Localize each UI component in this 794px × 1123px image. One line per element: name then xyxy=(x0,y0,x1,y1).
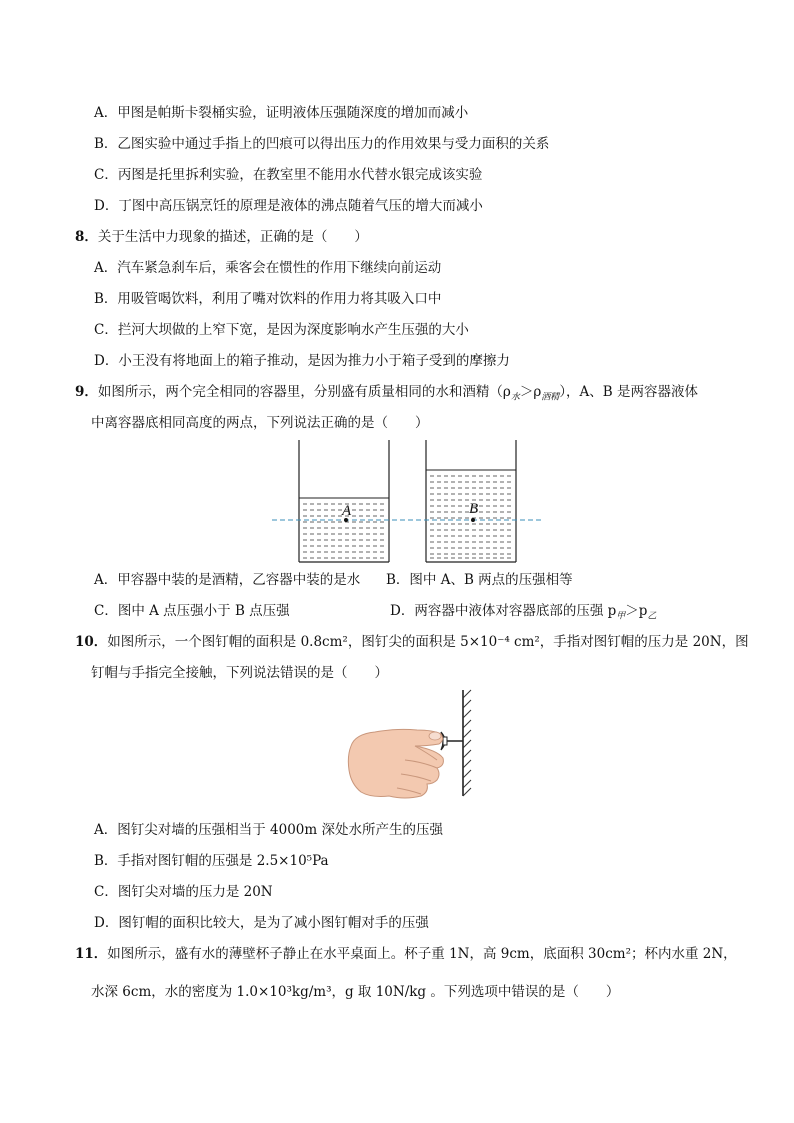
q8-stem xyxy=(75,227,368,247)
q10-thumbtack-figure xyxy=(345,688,480,812)
q9-option-c: C．图中 A 点压强小于 B 点压强 xyxy=(94,603,290,619)
q9-sub-alcohol: 酒精 xyxy=(541,392,560,403)
q9-containers-figure xyxy=(268,438,548,564)
q9-sub-water: 水 xyxy=(510,392,520,403)
q8-option-b: B．用吸管喝饮料，利用了嘴对饮料的作用力将其吸入口中 xyxy=(94,291,442,307)
q8-number: 8． xyxy=(75,229,98,245)
q9-option-d-text: D．两容器中液体对容器底部的压强 p xyxy=(390,603,617,619)
point-b xyxy=(471,518,475,522)
q9-option-d-sub-yi: 乙 xyxy=(647,611,657,622)
q9-option-d-mid: ＞p xyxy=(625,603,648,619)
q9-option-a: A．甲容器中装的是酒精，乙容器中装的是水 xyxy=(94,572,361,588)
q9-stem-part1: 如图所示，两个完全相同的容器里，分别盛有质量相同的水和酒精（ρ xyxy=(97,384,511,400)
q8-option-c: C．拦河大坝做的上窄下宽，是因为深度影响水产生压强的大小 xyxy=(94,322,469,338)
q8-option-a: A．汽车紧急刹车后，乘客会在惯性的作用下继续向前运动 xyxy=(94,260,442,276)
q10-option-b: B．手指对图钉帽的压强是 2.5×10⁵Pa xyxy=(94,853,329,869)
q11-stem-line2: 水深 6cm，水的密度为 1.0×10³kg/m³，g 取 10N/kg 。下列选项中错误的是（ ） xyxy=(91,984,620,1000)
q10-number: 10． xyxy=(75,634,108,650)
q8-option-d: D．小王没有将地面上的箱子推动，是因为推力小于箱子受到的摩擦力 xyxy=(94,353,510,369)
q7-option-c: C．丙图是托里拆利实验，在教室里不能用水代替水银完成该实验 xyxy=(94,167,483,183)
q10-option-d: D．图钉帽的面积比较大，是为了减小图钉帽对手的压强 xyxy=(94,915,429,931)
q8-stem-text: 关于生活中力现象的描述，正确的是（ ） xyxy=(97,229,368,245)
q10-stem-text1: 如图所示，一个图钉帽的面积是 0.8cm²，图钉尖的面积是 5×10⁻⁴ cm²，手指对图钉帽的压力是 20N，图 xyxy=(107,634,749,650)
q11-number: 11． xyxy=(75,946,108,962)
q9-stem-mid: ＞ρ xyxy=(519,384,542,400)
q9-stem-part2: ），A、B 是两容器液体 xyxy=(559,384,699,400)
q10-stem-line2: 钉帽与手指完全接触，下列说法错误的是（ ） xyxy=(91,665,388,681)
wall-icon xyxy=(463,690,471,796)
hand-icon xyxy=(348,729,443,798)
q11-stem-text1: 如图所示，盛有水的薄壁杯子静止在水平桌面上。杯子重 1N，高 9cm，底面积 30cm²；杯内水重 2N， xyxy=(107,946,737,962)
q9-stem-line1 xyxy=(75,382,698,408)
q7-option-b: B．乙图实验中通过手指上的凹痕可以得出压力的作用效果与受力面积的关系 xyxy=(94,136,550,152)
thumbtack-icon xyxy=(441,732,463,750)
q7-option-a: A．甲图是帕斯卡裂桶实验，证明液体压强随深度的增加而减小 xyxy=(94,105,469,121)
q9-stem-line2: 中离容器底相同高度的两点，下列说法正确的是（ ） xyxy=(91,415,429,431)
q9-number: 9． xyxy=(75,384,98,400)
q7-option-d: D．丁图中高压锅烹饪的原理是液体的沸点随着气压的增大而减小 xyxy=(94,198,483,214)
q9-option-b: B．图中 A、B 两点的压强相等 xyxy=(386,572,573,588)
label-b: B xyxy=(469,501,479,517)
label-a: A xyxy=(342,503,352,519)
q9-option-d-sub-jia: 甲 xyxy=(616,611,626,622)
q10-option-c: C．图钉尖对墙的压力是 20N xyxy=(94,884,273,900)
container-jia xyxy=(299,440,389,562)
q11-stem-line1 xyxy=(75,944,737,964)
q9-option-d xyxy=(390,601,656,627)
q10-option-a: A．图钉尖对墙的压强相当于 4000m 深处水所产生的压强 xyxy=(94,822,443,838)
q10-stem-line1 xyxy=(75,632,749,652)
